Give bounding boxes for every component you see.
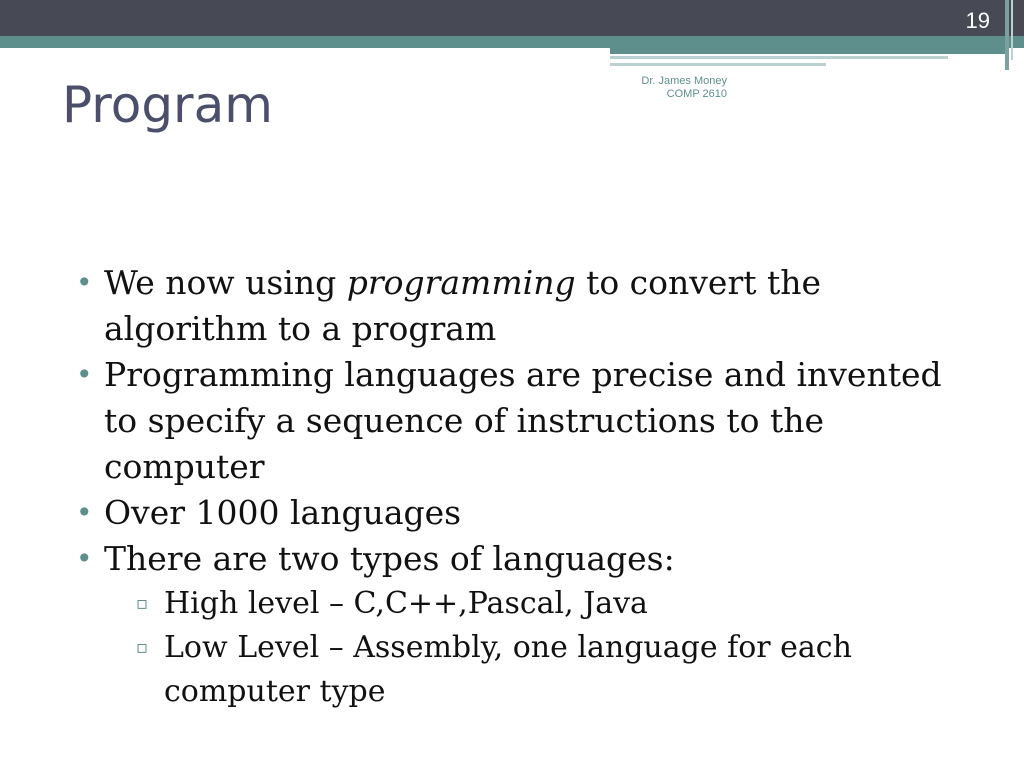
bullet-text: There are two types of languages: <box>104 539 675 578</box>
sub-bullet-list <box>104 582 976 714</box>
slide-meta <box>615 75 727 101</box>
accent-line <box>0 36 1024 48</box>
bullet-text-suffix: to convert the algorithm to a program <box>104 263 822 348</box>
bullet-item-language-count: • Over 1000 languages <box>76 490 976 536</box>
sub-bullet-item-low-level: ▫ Low Level – Assembly, one language for each computer type <box>104 626 976 714</box>
accent-line-quaternary <box>610 63 826 66</box>
slide-content <box>76 260 976 714</box>
right-edge-bar-light <box>1011 0 1013 60</box>
header-band <box>0 0 1024 36</box>
author-name: Dr. James Money <box>641 75 727 87</box>
accent-line-tertiary <box>610 56 948 59</box>
bullet-item-language-types <box>76 536 976 714</box>
slide-title: Program <box>62 76 273 134</box>
slide-number: 19 <box>965 8 990 33</box>
bullet-list <box>76 260 976 714</box>
bullet-item-languages-precise: • Programming languages are precise and invented to specify a sequence of instructions to the computer <box>76 352 976 490</box>
right-edge-bar <box>1005 0 1009 70</box>
course-code: COMP 2610 <box>666 88 727 100</box>
bullet-text-italic: programming <box>346 263 576 302</box>
sub-bullet-item-high-level: ▫ High level – C,C++,Pascal, Java <box>104 582 976 626</box>
bullet-item-programming <box>76 260 976 352</box>
accent-line-secondary <box>610 48 1005 54</box>
bullet-text-prefix: We now using <box>104 263 347 302</box>
